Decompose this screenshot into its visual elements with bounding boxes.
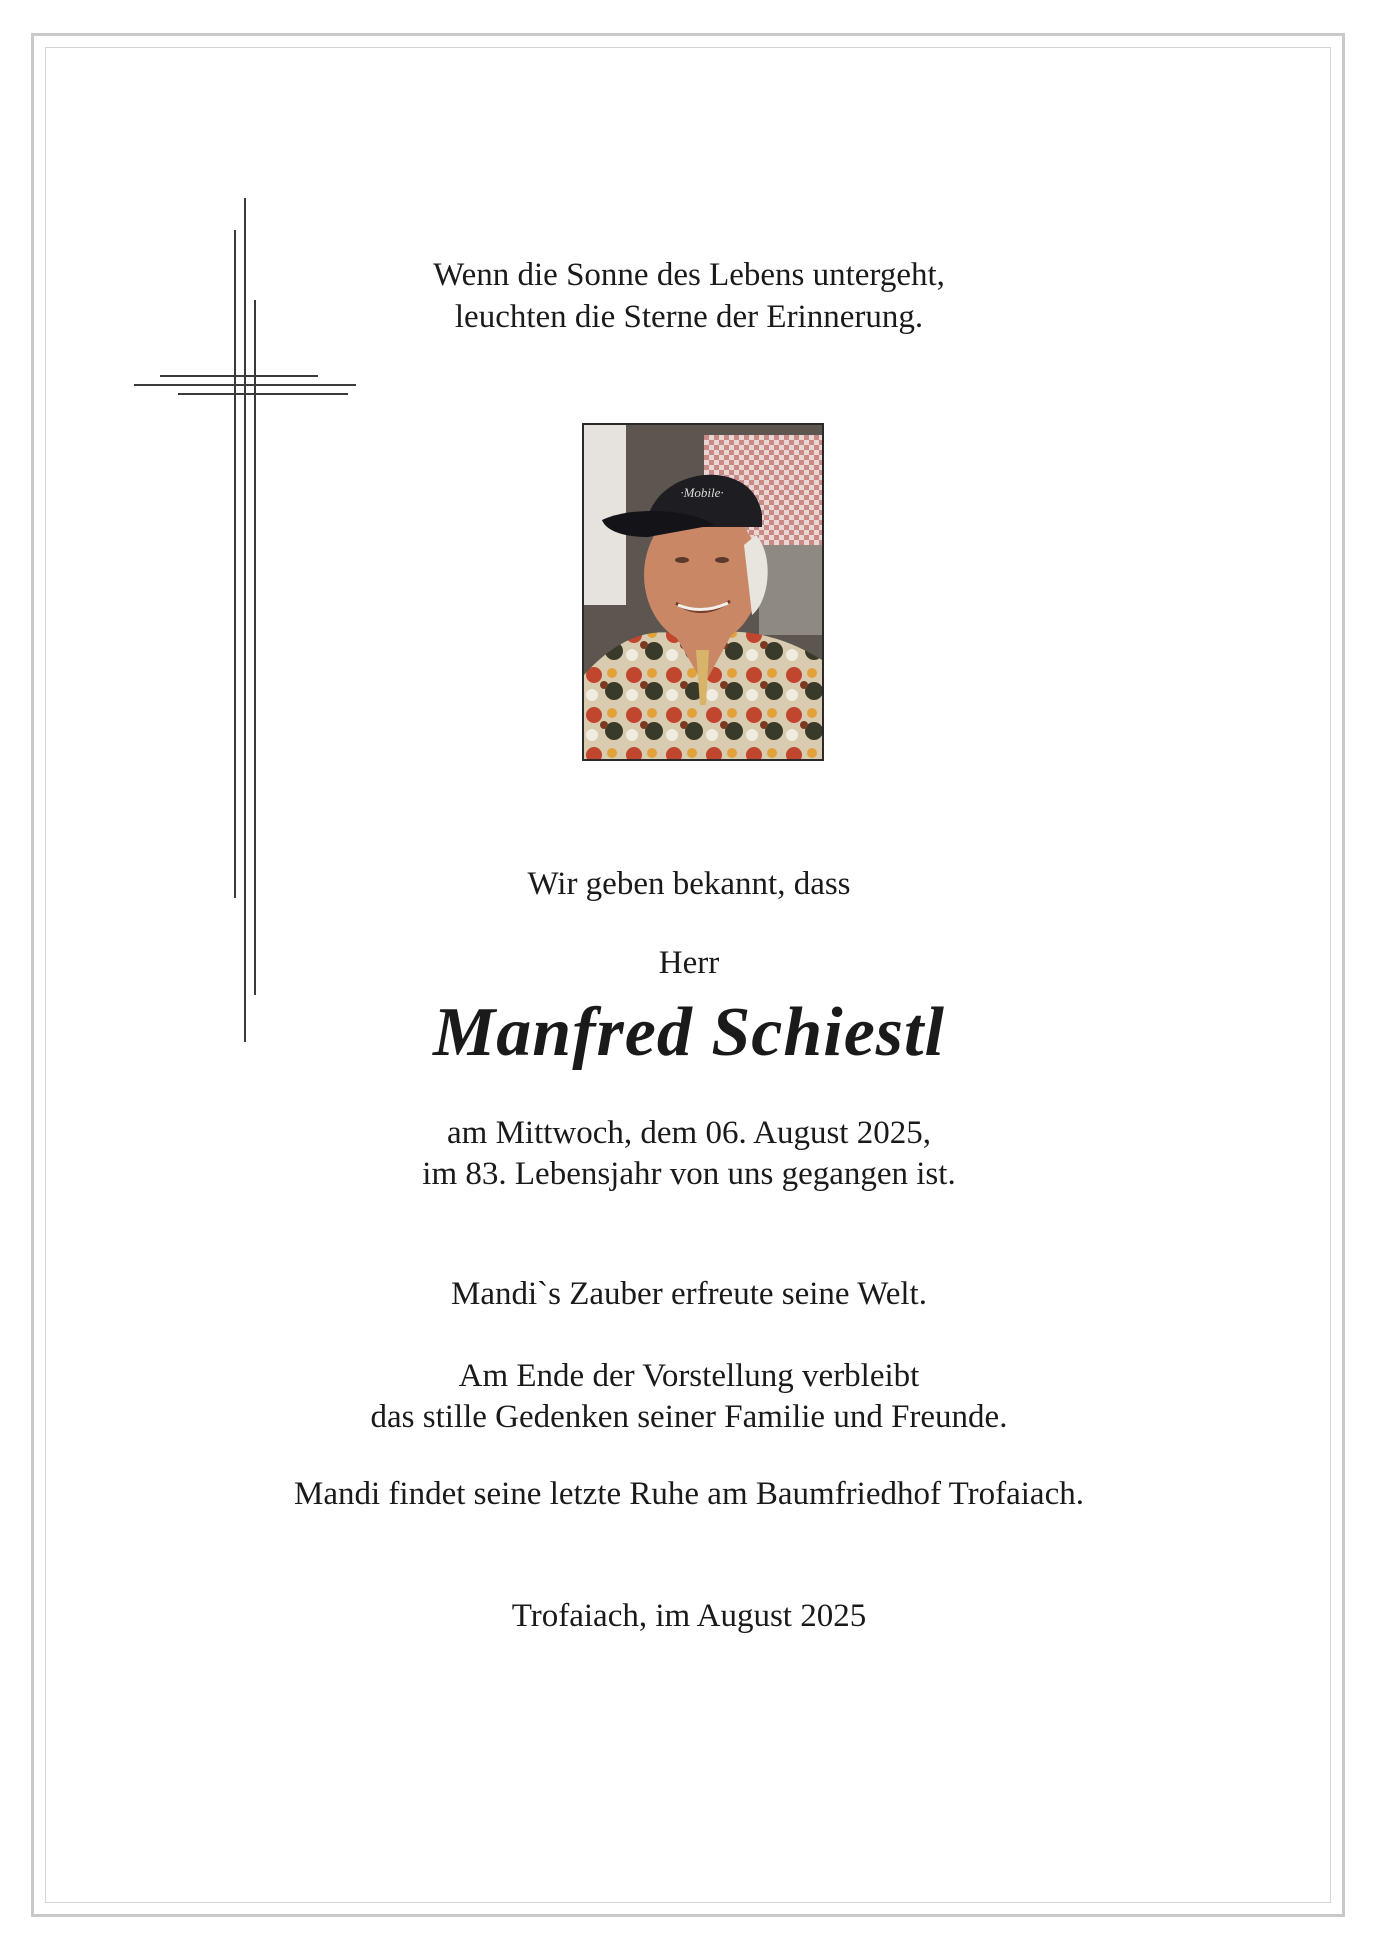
age-line: im 83. Lebensjahr von uns gegangen ist. [422, 1156, 956, 1192]
ending-line-2: das stille Gedenken seiner Familie und Freunde. [370, 1399, 1008, 1435]
quote-line-2: leuchten die Sterne der Erinnerung. [454, 299, 924, 335]
announcement: Wir geben bekannt, dass [527, 866, 851, 902]
place-date: Trofaiach, im August 2025 [511, 1598, 867, 1634]
cap-text: ·Mobile· [680, 485, 724, 500]
death-date-line: am Mittwoch, dem 06. August 2025, [447, 1115, 931, 1151]
magic-line: Mandi`s Zauber erfreute seine Welt. [451, 1276, 927, 1312]
ending-line-1: Am Ende der Vorstellung verbleibt [458, 1358, 920, 1394]
portrait-photo [582, 423, 824, 761]
honorific: Herr [658, 945, 720, 981]
quote-line-1: Wenn die Sonne des Lebens untergeht, [433, 257, 945, 293]
resting-place-line: Mandi findet seine letzte Ruhe am Baumfriedhof Trofaiach. [294, 1476, 1084, 1512]
deceased-name: Manfred Schiestl [433, 994, 945, 1071]
